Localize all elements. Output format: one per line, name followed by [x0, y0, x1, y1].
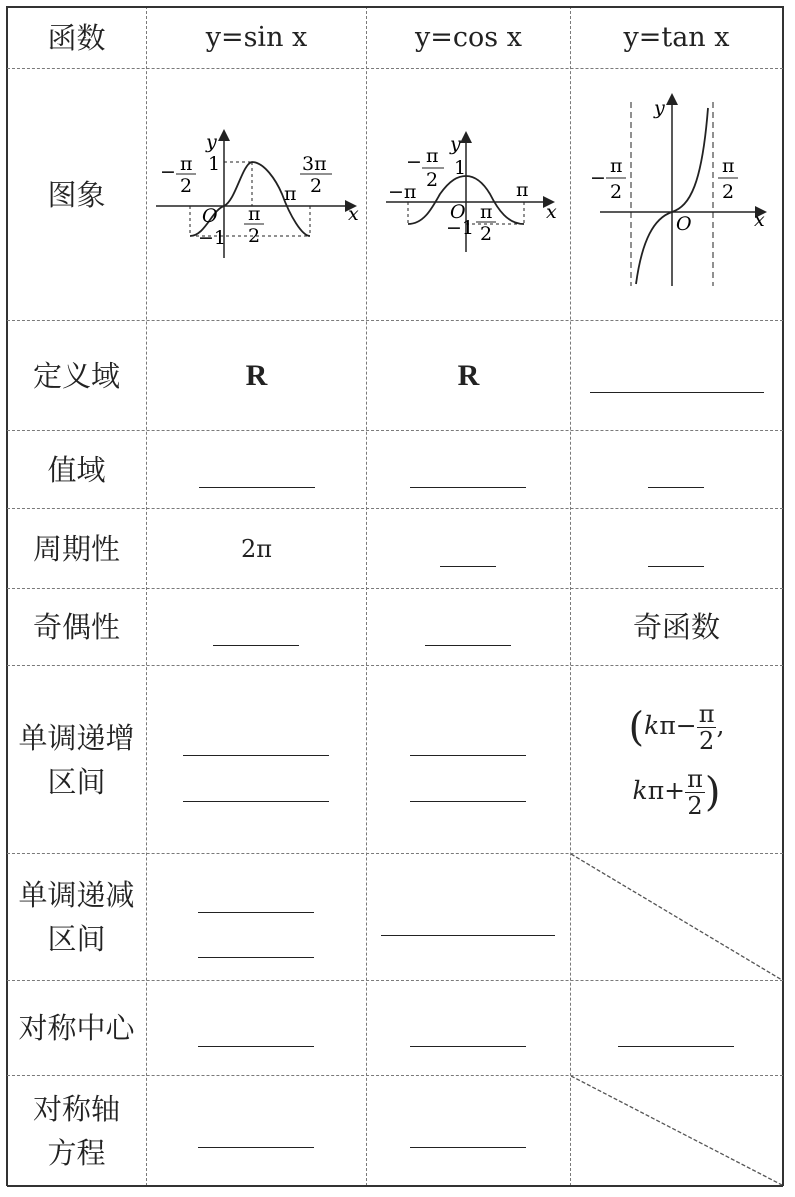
row-label-line: 单调递增 — [18, 720, 135, 755]
sin-range-blank[interactable] — [199, 487, 315, 488]
header-cos: y=cos x — [415, 22, 522, 53]
tan-dec-na-diagonal — [571, 854, 782, 980]
row-label-line: 对称轴 — [32, 1091, 120, 1126]
two-label: 2 — [722, 181, 735, 203]
row-label-center: 对称中心 — [18, 1011, 135, 1045]
pi-label: π — [516, 179, 529, 201]
tan-axis-na-diagonal — [571, 1076, 782, 1185]
cos-graph — [380, 128, 568, 256]
row-label-line: 单调递减 — [18, 878, 135, 912]
two-label: 2 — [426, 169, 439, 191]
frac-num: π — [698, 700, 715, 728]
sin-inc-blank[interactable] — [183, 801, 329, 802]
interval-end — [633, 766, 721, 819]
row-label-range: 值域 — [47, 452, 106, 487]
neg-pi-label: −π — [388, 181, 417, 203]
sin-dec-blank[interactable] — [198, 912, 314, 913]
col-divider — [366, 6, 367, 1186]
pi-label: π — [722, 155, 735, 177]
row-label-line: 区间 — [47, 922, 106, 956]
y-label: y — [450, 133, 461, 155]
cos-domain: R — [457, 358, 480, 392]
sin-graph — [150, 120, 364, 260]
tan-period-blank[interactable] — [648, 566, 704, 567]
cos-inc-blank[interactable] — [410, 755, 526, 756]
header-sin: y=sin x — [205, 22, 308, 53]
pi-label: π — [480, 201, 493, 223]
y-label: y — [206, 131, 217, 153]
sin-dec-blank[interactable] — [198, 957, 314, 958]
pi-label: π — [180, 153, 193, 175]
diagonal-line — [571, 1076, 782, 1185]
two-label: 2 — [610, 181, 623, 203]
neg-one-label: −1 — [446, 217, 475, 239]
sin-domain: R — [245, 358, 268, 392]
tan-domain-blank[interactable] — [590, 392, 764, 393]
origin-label: O — [202, 205, 218, 227]
y-label: y — [654, 97, 665, 119]
frac-den: 2 — [698, 727, 715, 755]
col-divider — [146, 6, 147, 1186]
header-tan: y=tan x — [623, 22, 730, 53]
two-label: 2 — [480, 223, 493, 245]
pi-label: π — [248, 203, 261, 225]
row-label-domain: 定义域 — [32, 358, 120, 393]
open-paren: ( — [628, 704, 645, 751]
row-label-graph: 图象 — [47, 177, 106, 212]
tan-center-blank[interactable] — [618, 1046, 734, 1047]
cos-parity-blank[interactable] — [425, 645, 511, 646]
cos-period-blank[interactable] — [440, 566, 496, 567]
origin-label: O — [676, 213, 692, 235]
three-pi-label: 3π — [302, 153, 327, 175]
k-var: k — [644, 711, 660, 740]
row-label-period: 周期性 — [32, 531, 120, 566]
x-label: x — [546, 201, 557, 223]
sin-center-blank[interactable] — [198, 1046, 314, 1047]
two-label: 2 — [248, 225, 261, 247]
cos-dec-blank[interactable] — [381, 935, 555, 936]
x-label: x — [348, 203, 359, 225]
close-paren: ) — [704, 769, 721, 816]
row-label-decreasing — [7, 854, 146, 980]
sin-parity-blank[interactable] — [213, 645, 299, 646]
row-label-increasing — [7, 666, 146, 853]
diagonal-line — [571, 854, 782, 980]
tan-graph — [580, 90, 778, 290]
two-label: 2 — [180, 175, 193, 197]
cos-center-blank[interactable] — [410, 1046, 526, 1047]
sin-inc-blank[interactable] — [183, 755, 329, 756]
pi-label: π — [426, 145, 439, 167]
table-border-right — [782, 6, 784, 1186]
tan-range-blank[interactable] — [648, 487, 704, 488]
tan-parity: 奇函数 — [632, 610, 720, 644]
tan-increasing-interval — [571, 680, 782, 840]
table-border-bottom — [7, 1185, 783, 1187]
frac-num: π — [687, 765, 703, 793]
pi-label: π — [610, 155, 623, 177]
row-label-line: 方程 — [47, 1135, 106, 1170]
pi-label: π — [284, 183, 297, 205]
row-label-parity: 奇偶性 — [32, 610, 120, 644]
neg-sign: − — [406, 151, 422, 173]
neg-sign: − — [160, 161, 176, 183]
neg-sign: − — [590, 167, 606, 189]
x-label: x — [754, 209, 765, 231]
header-function: 函数 — [47, 20, 106, 55]
cos-axis-blank[interactable] — [410, 1147, 526, 1148]
origin-label: O — [450, 201, 466, 223]
two-label: 2 — [310, 175, 323, 197]
neg-one-label: −1 — [198, 227, 227, 249]
one-label: 1 — [454, 157, 467, 179]
k-var: k — [632, 776, 648, 805]
row-label-line: 区间 — [47, 764, 106, 799]
cos-range-blank[interactable] — [410, 487, 526, 488]
pi-over-two — [697, 701, 717, 754]
pi-over-two — [685, 766, 705, 819]
one-label: 1 — [208, 153, 221, 175]
sin-axis-blank[interactable] — [198, 1147, 314, 1148]
pi-minus: π− — [659, 711, 697, 740]
frac-den: 2 — [687, 792, 703, 820]
sin-period: 2π — [240, 534, 273, 563]
row-label-axis — [7, 1076, 146, 1185]
interval-start: (kπ− $\frac{\pi}{2}$ , — [628, 700, 725, 755]
pi-plus: π+ — [647, 776, 686, 805]
cos-inc-blank[interactable] — [410, 801, 526, 802]
